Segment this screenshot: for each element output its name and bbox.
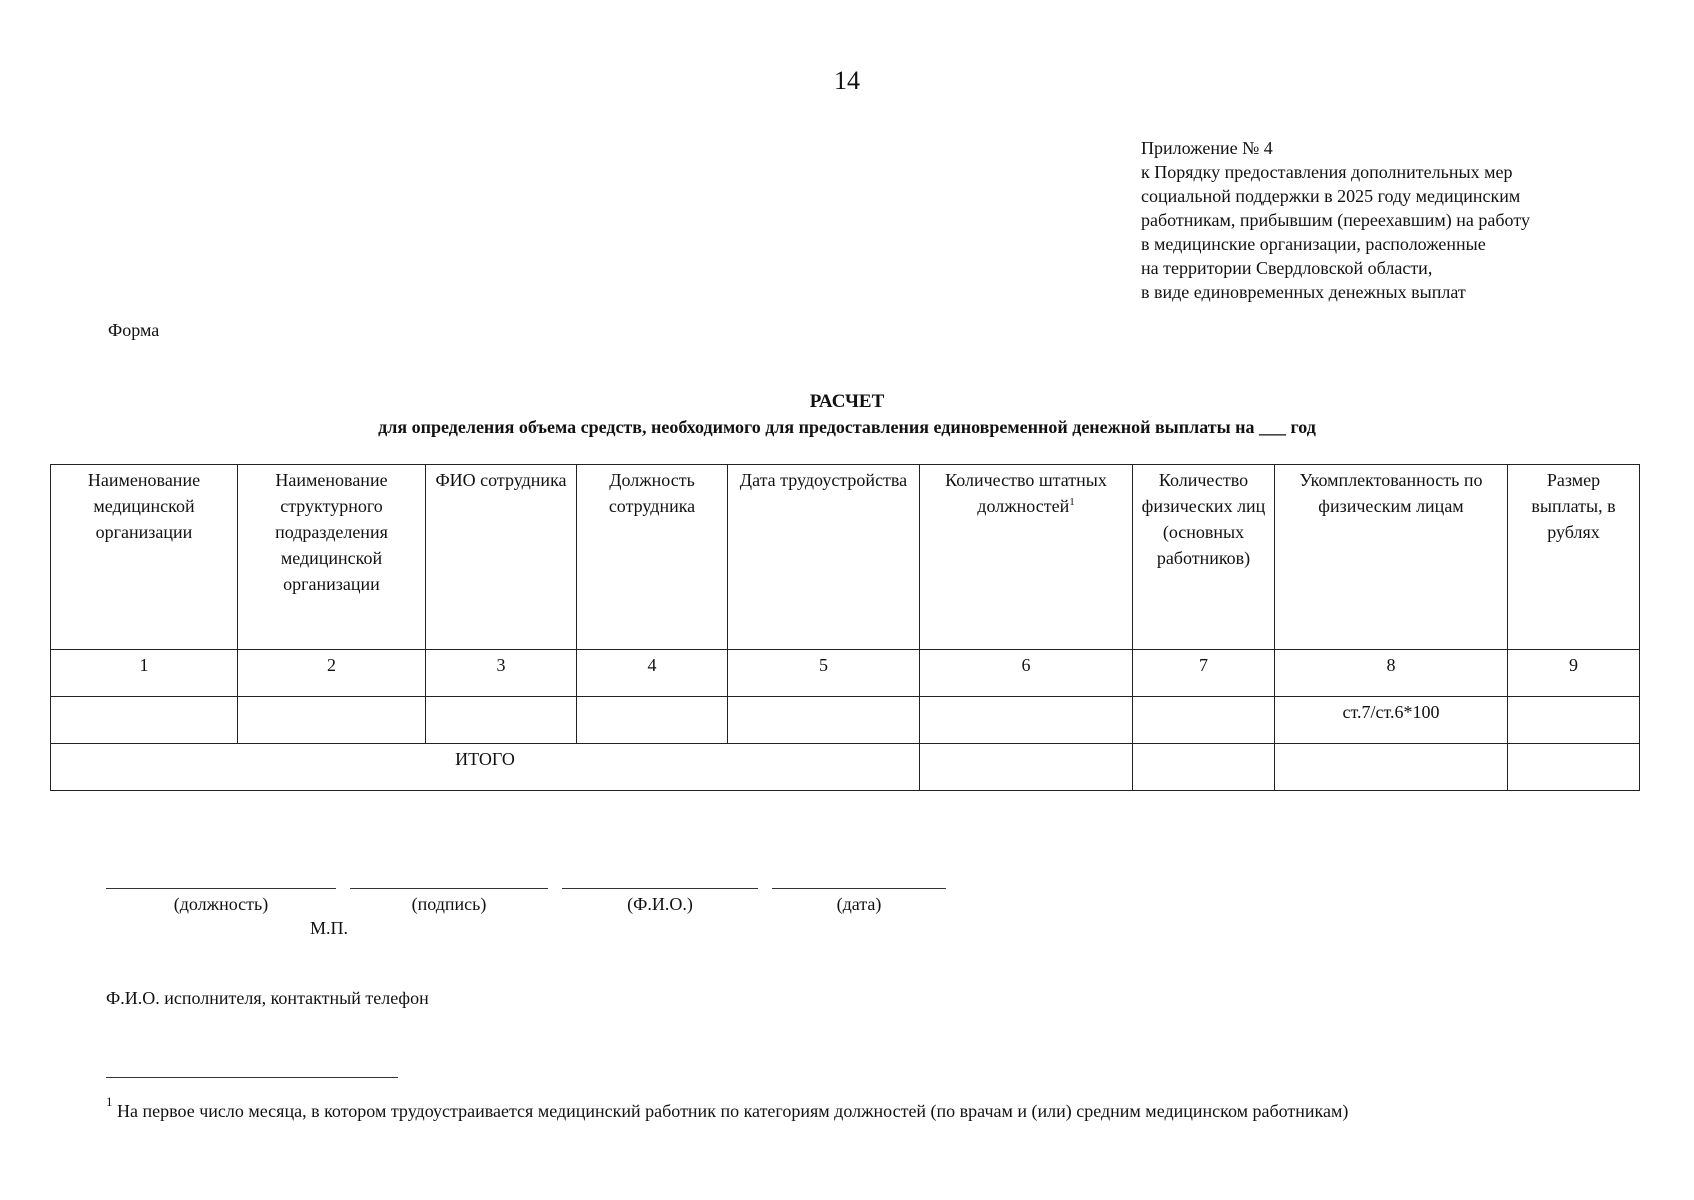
data-cell: [51, 697, 238, 744]
column-number: 1: [51, 650, 238, 697]
header-cell-division: Наименование структурного подразделения медицинской организации: [238, 465, 426, 650]
footnote-divider: [106, 1077, 398, 1078]
total-cell: [1275, 744, 1508, 791]
calculation-table: [50, 464, 1640, 791]
signature-block: [106, 888, 946, 948]
date-caption: (дата): [836, 894, 882, 914]
form-label: Форма: [108, 320, 160, 340]
data-cell: [1133, 697, 1275, 744]
data-cell: [426, 697, 577, 744]
footnote-mark: 1: [106, 1094, 113, 1109]
appendix-line: в виде единовременных денежных выплат: [1141, 282, 1466, 302]
total-row: [51, 744, 1640, 791]
appendix-line: в медицинские организации, расположенные: [1141, 234, 1486, 254]
header-cell-staffing: Укомплектованность по физическим лицам: [1275, 465, 1508, 650]
formula-cell: ст.7/ст.6*100: [1275, 697, 1508, 744]
column-number: 3: [426, 650, 577, 697]
total-cell: [920, 744, 1133, 791]
data-cell: [920, 697, 1133, 744]
signature-line: [350, 888, 548, 889]
table-header-row: [51, 465, 1640, 650]
date-signature-line: [772, 888, 946, 889]
signature-caption: (подпись): [411, 894, 487, 914]
footnote-text: На первое число месяца, в котором трудоустраивается медицинский работник по категориям должностей (по врачам и (или) средним медицинском работникам): [117, 1101, 1349, 1121]
name-signature-line: [562, 888, 758, 889]
column-number: 2: [238, 650, 426, 697]
data-cell: [728, 697, 920, 744]
column-number: 7: [1133, 650, 1275, 697]
appendix-line: социальной поддержки в 2025 году медицинским: [1141, 186, 1521, 206]
table-data-row: [51, 697, 1640, 744]
header-cell-hire-date: Дата трудоустройства: [728, 465, 920, 650]
total-cell: [1133, 744, 1275, 791]
appendix-line: к Порядку предоставления дополнительных мер: [1141, 162, 1513, 182]
column-number-row: [51, 650, 1640, 697]
data-cell: [577, 697, 728, 744]
total-cell: [1508, 744, 1640, 791]
header-cell-staff-positions: Количество штатных должностей$^1$: [920, 465, 1133, 650]
appendix-line: на территории Свердловской области,: [1141, 258, 1433, 278]
data-cell: [1508, 697, 1640, 744]
position-signature-line: [106, 888, 336, 889]
header-cell-individuals: Количество физических лиц (основных работников): [1133, 465, 1275, 650]
header-cell-position: Должность сотрудника: [577, 465, 728, 650]
document-subtitle: для определения объема средств, необходимого для предоставления единовременной денежной выплаты на ___ год: [378, 417, 1316, 437]
total-label: ИТОГО: [51, 744, 920, 791]
appendix-line: работникам, прибывшим (переехавшим) на работу: [1141, 210, 1530, 230]
header-cell-fio: ФИО сотрудника: [426, 465, 577, 650]
appendix-block: [1141, 136, 1530, 304]
stamp-label: М.П.: [310, 918, 349, 938]
document-title: РАСЧЕТ: [809, 391, 885, 412]
appendix-line: Приложение № 4: [1141, 138, 1273, 158]
header-cell-payment: Размер выплаты, в рублях: [1508, 465, 1640, 650]
name-caption: (Ф.И.О.): [627, 894, 693, 914]
column-number: 8: [1275, 650, 1508, 697]
executor-line: Ф.И.О. исполнителя, контактный телефон: [106, 988, 429, 1008]
column-number: 9: [1508, 650, 1640, 697]
header-cell-org: Наименование медицинской организации: [51, 465, 238, 650]
column-number: 5: [728, 650, 920, 697]
column-number: 4: [577, 650, 728, 697]
position-caption: (должность): [173, 894, 269, 914]
data-cell: [238, 697, 426, 744]
footnote: [106, 1094, 1349, 1122]
page-number: 14: [834, 66, 860, 95]
column-number: 6: [920, 650, 1133, 697]
footnote-reference: 1: [1069, 496, 1075, 508]
